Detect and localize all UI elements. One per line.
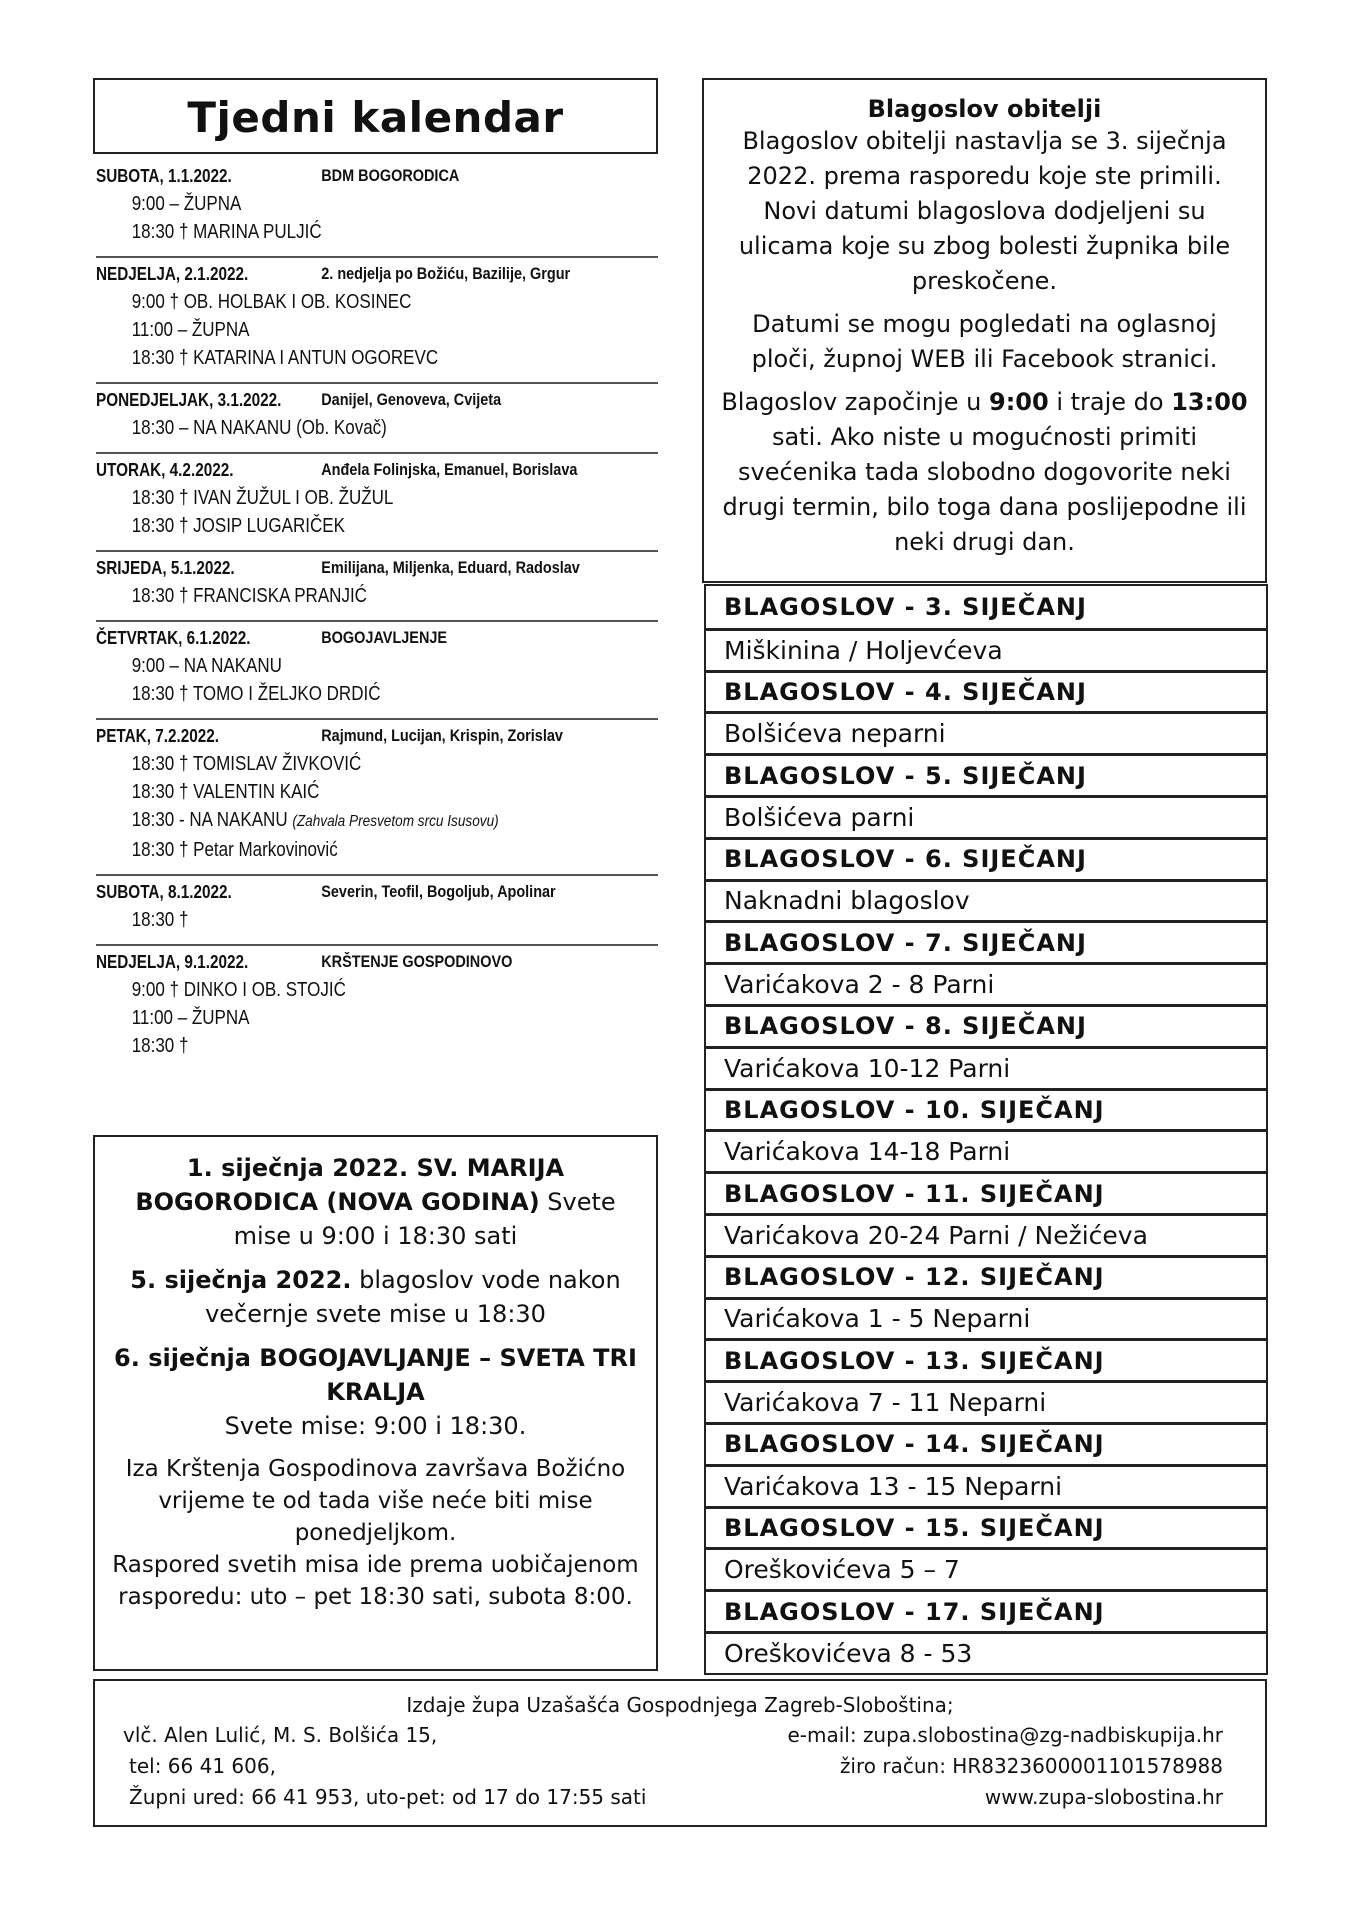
schedule-streets: Varićakova 14-18 Parni — [706, 1129, 1266, 1171]
mass-entry: 9:00 – NA NAKANU — [131, 655, 282, 677]
mass-entry: 18:30 † TOMO I ŽELJKO DRDIĆ — [131, 683, 381, 705]
schedule-streets: Bolšićeva parni — [706, 795, 1266, 837]
day-date: NEDJELJA, 9.1.2022. — [96, 952, 249, 972]
day-date: SUBOTA, 1.1.2022. — [96, 166, 232, 186]
schedule-date: BLAGOSLOV - 8. SIJEČANJ — [706, 1004, 1266, 1046]
schedule-date: BLAGOSLOV - 11. SIJEČANJ — [706, 1171, 1266, 1213]
schedule-date: BLAGOSLOV - 13. SIJEČANJ — [706, 1338, 1266, 1380]
mass-entry: 18:30 † VALENTIN KAIĆ — [131, 781, 320, 803]
mass-entry: 18:30 † Petar Markovinović — [131, 839, 338, 861]
mass-entry: 11:00 – ŽUPNA — [131, 319, 250, 341]
mass-entry: 18:30 – NA NAKANU (Ob. Kovač) — [131, 417, 387, 439]
calendar-day — [96, 384, 658, 454]
footer — [93, 1679, 1267, 1827]
day-feast: BDM BOGORODICA — [321, 166, 460, 185]
schedule-date: BLAGOSLOV - 14. SIJEČANJ — [706, 1422, 1266, 1464]
schedule-streets: Varićakova 20-24 Parni / Nežićeva — [706, 1213, 1266, 1255]
mass-entry: 18:30 † FRANCISKA PRANJIĆ — [131, 585, 367, 607]
day-feast: Danijel, Genoveva, Cvijeta — [321, 390, 502, 409]
day-date: PETAK, 7.2.2022. — [96, 726, 220, 746]
day-date: SUBOTA, 8.1.2022. — [96, 882, 232, 902]
schedule-date: BLAGOSLOV - 3. SIJEČANJ — [724, 592, 1087, 621]
notice — [107, 1341, 644, 1409]
blessing-title: Blagoslov obitelji — [867, 95, 1102, 123]
schedule-date: BLAGOSLOV - 4. SIJEČANJ — [706, 670, 1266, 712]
blessing-text: sati. Ako niste u mogućnosti primiti svećenika tada slobodno dogovorite neki drugi termin, bilo toga dana poslijepodne ili neki drugi dan. — [722, 423, 1247, 556]
day-feast: Anđela Folinjska, Emanuel, Borislava — [321, 460, 578, 479]
notice — [107, 1263, 644, 1331]
mass-entry: 18:30 † KATARINA I ANTUN OGOREVC — [131, 347, 439, 369]
schedule-date: BLAGOSLOV - 12. SIJEČANJ — [706, 1255, 1266, 1297]
blessing-text: i traje do — [1048, 388, 1172, 416]
notice-text: Raspored svetih misa ide prema uobičajenom rasporedu: uto – pet 18:30 sati, subota 8:00. — [112, 1552, 639, 1610]
schedule-date: BLAGOSLOV - 10. SIJEČANJ — [706, 1088, 1266, 1130]
calendar-day — [96, 946, 658, 1070]
blessing-schedule-table — [704, 584, 1268, 1675]
day-date: SRIJEDA, 5.1.2022. — [96, 558, 235, 578]
notice-text: blagoslov vode nakon večernje svete mise u 18:30 — [205, 1266, 621, 1328]
footer-phone: tel: 66 41 606, — [129, 1754, 276, 1778]
day-date: NEDJELJA, 2.1.2022. — [96, 264, 249, 284]
blessing-paragraph: Blagoslov obitelji nastavlja se 3. siječnja 2022. prema rasporedu koje ste primili. Novi datumi blagoslova dodjeljeni su ulicama koje su zbog bolesti župnika bile preskočene. — [738, 127, 1231, 295]
schedule-streets: Oreškovićeva 5 – 7 — [706, 1547, 1266, 1589]
schedule-streets: Varićakova 10-12 Parni — [706, 1046, 1266, 1088]
calendar-day — [96, 454, 658, 552]
schedule-streets: Miškinina / Holjevćeva — [706, 628, 1266, 670]
schedule-streets: Bolšićeva neparni — [706, 711, 1266, 753]
day-feast: KRŠTENJE GOSPODINOVO — [321, 952, 513, 971]
mass-entry: 18:30 † — [131, 1035, 189, 1057]
schedule-date: BLAGOSLOV - 15. SIJEČANJ — [706, 1506, 1266, 1548]
mass-note: (Zahvala Presvetom srcu Isusovu) — [292, 813, 499, 830]
day-feast: Emilijana, Miljenka, Eduard, Radoslav — [321, 558, 580, 577]
mass-text: 18:30 - NA NAKANU — [131, 809, 288, 831]
schedule-date: BLAGOSLOV - 7. SIJEČANJ — [706, 920, 1266, 962]
mass-entry: 18:30 † TOMISLAV ŽIVKOVIĆ — [131, 753, 362, 775]
notice-text: Svete mise u 9:00 i 18:30 sati — [233, 1188, 616, 1250]
footer-website[interactable]: www.zupa-slobostina.hr — [984, 1785, 1223, 1809]
weekly-calendar — [96, 160, 658, 1070]
blessing-time: 9:00 — [989, 388, 1049, 416]
notice — [107, 1151, 644, 1253]
day-date: PONEDJELJAK, 3.1.2022. — [96, 390, 282, 410]
mass-entry: 18:30 † — [131, 909, 189, 931]
mass-entry: 11:00 – ŽUPNA — [131, 1007, 250, 1029]
blessing-time: 13:00 — [1171, 388, 1248, 416]
notice-text: Svete mise: 9:00 i 18:30. — [224, 1412, 527, 1440]
notice-text: Iza Krštenja Gospodinova završava Božićno vrijeme te od tada više neće biti mise ponedjeljkom. — [125, 1456, 626, 1546]
day-feast: BOGOJAVLJENJE — [321, 628, 448, 647]
schedule-streets: Oreškovićeva 8 - 53 — [706, 1631, 1266, 1673]
mass-entry: 9:00 † DINKO I OB. STOJIĆ — [131, 979, 346, 1001]
blessing-text: Blagoslov započinje u — [721, 388, 989, 416]
calendar-day — [96, 258, 658, 384]
page-title: Tjedni kalendar — [187, 93, 564, 142]
calendar-day — [96, 876, 658, 946]
notice-bold: 5. siječnja 2022. — [130, 1266, 352, 1294]
mass-entry: 18:30 † IVAN ŽUŽUL I OB. ŽUŽUL — [131, 487, 394, 509]
footer-office-hours: Župni ured: 66 41 953, uto-pet: od 17 do 17:55 sati — [129, 1785, 647, 1809]
notice-bold: 1. siječnja 2022. SV. MARIJA BOGORODICA (NOVA GODINA) — [135, 1154, 565, 1216]
calendar-title-box — [93, 78, 658, 154]
calendar-day — [96, 160, 658, 258]
blessing-paragraph: Datumi se mogu pogledati na oglasnoj ploči, župnoj WEB ili Facebook stranici. — [751, 310, 1218, 373]
day-feast: 2. nedjelja po Božiću, Bazilije, Grgur — [321, 264, 571, 283]
schedule-date: BLAGOSLOV - 17. SIJEČANJ — [706, 1589, 1266, 1631]
schedule-streets: Varićakova 2 - 8 Parni — [706, 962, 1266, 1004]
mass-entry: 9:00 † OB. HOLBAK I OB. KOSINEC — [131, 291, 412, 313]
mass-entry: 18:30 † JOSIP LUGARIČEK — [131, 515, 345, 537]
day-date: ČETVRTAK, 6.1.2022. — [96, 628, 251, 648]
footer-address: vlč. Alen Lulić, M. S. Bolšića 15, — [123, 1723, 438, 1747]
schedule-streets: Varićakova 7 - 11 Neparni — [706, 1380, 1266, 1422]
day-date: UTORAK, 4.2.2022. — [96, 460, 234, 480]
schedule-streets: Varićakova 1 - 5 Neparni — [706, 1297, 1266, 1339]
blessing-box — [702, 78, 1267, 583]
day-feast: Severin, Teofil, Bogoljub, Apolinar — [321, 882, 556, 901]
footer-bank-account: žiro račun: HR8323600001101578988 — [839, 1754, 1223, 1778]
calendar-day — [96, 622, 658, 720]
calendar-day — [96, 552, 658, 622]
schedule-streets: Naknadni blagoslov — [706, 879, 1266, 921]
calendar-day — [96, 720, 658, 876]
mass-entry: 18:30 † MARINA PULJIĆ — [131, 221, 322, 243]
footer-publisher: Izdaje župa Uzašašća Gospodnjega Zagreb-Sloboština; — [406, 1693, 954, 1717]
schedule-date: BLAGOSLOV - 6. SIJEČANJ — [706, 837, 1266, 879]
notices-box — [93, 1135, 658, 1671]
mass-entry: 9:00 – ŽUPNA — [131, 193, 242, 215]
footer-email[interactable]: e-mail: zupa.slobostina@zg-nadbiskupija.hr — [787, 1723, 1223, 1747]
schedule-streets: Varićakova 13 - 15 Neparni — [706, 1464, 1266, 1506]
blessing-paragraph — [704, 385, 1265, 560]
notice-bold: 6. siječnja BOGOJAVLJANJE – SVETA TRI KRALJA — [114, 1344, 637, 1406]
schedule-date: BLAGOSLOV - 5. SIJEČANJ — [706, 753, 1266, 795]
day-feast: Rajmund, Lucijan, Krispin, Zorislav — [321, 726, 563, 745]
mass-entry — [96, 806, 574, 836]
